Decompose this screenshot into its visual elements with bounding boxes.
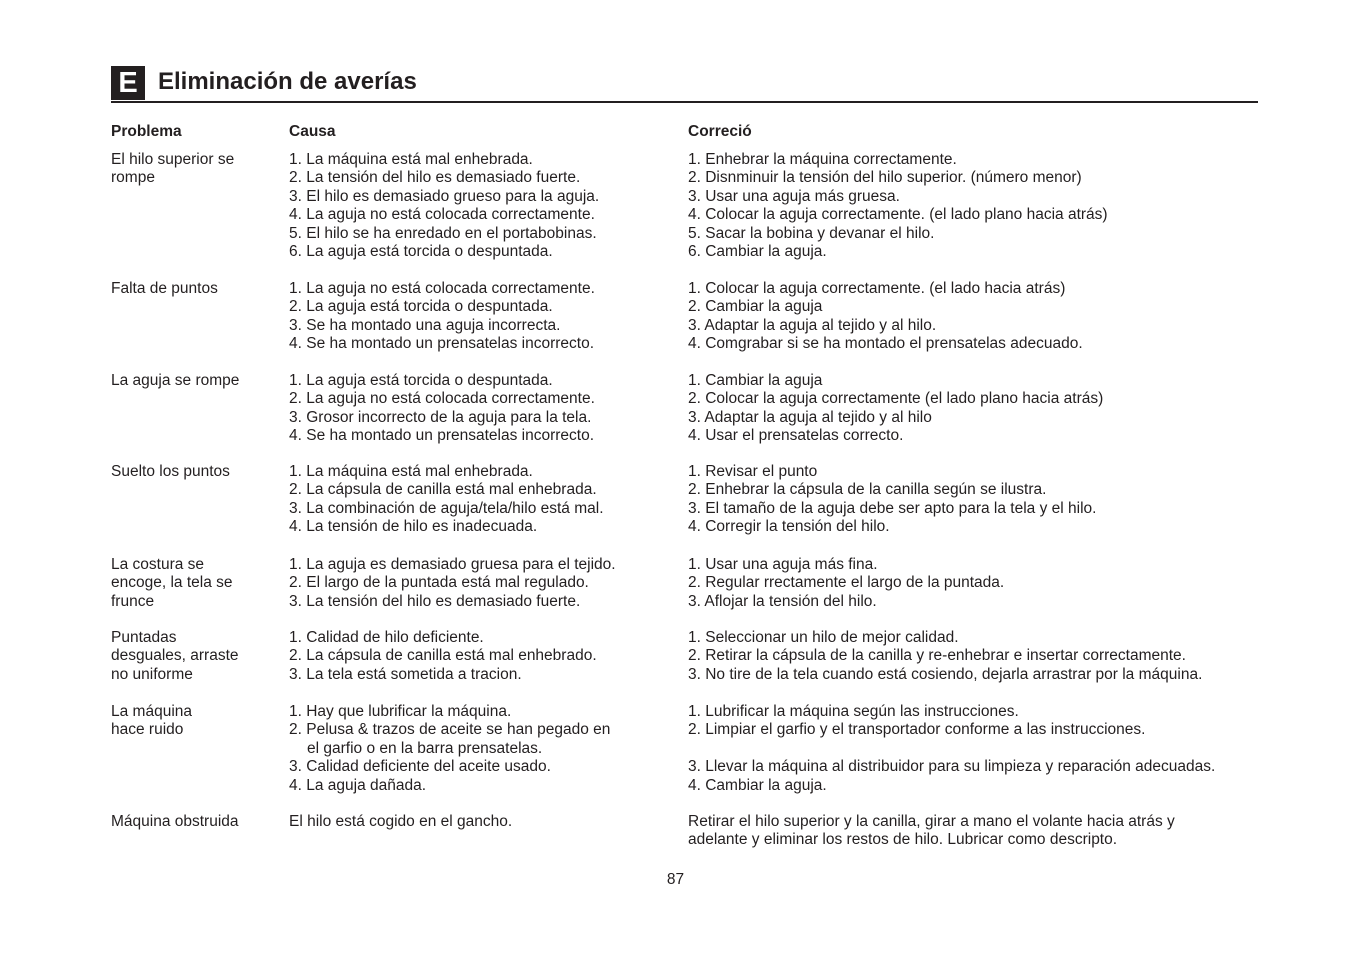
cause-line: 4. La aguja dañada. — [289, 776, 427, 794]
cause-line: 6. La aguja está torcida o despuntada. — [289, 242, 553, 260]
cause-line: 1. Hay que lubrificar la máquina. — [289, 703, 512, 720]
cause-line: 3. La tensión del hilo es demasiado fuerte. — [289, 592, 581, 610]
fix-line: 1. Usar una aguja más fina. — [688, 556, 878, 573]
cause-line: 2. La aguja no está colocada correctamente. — [289, 390, 595, 408]
fix-line: 3. Aflojar la tensión del hilo. — [688, 592, 877, 610]
cause-line: 4. Se ha montado un prensatelas incorrecto. — [289, 335, 595, 353]
cause-line: 3. Calidad deficiente del aceite usado. — [289, 758, 551, 776]
fix-line: 1. Enhebrar la máquina correctamente. — [688, 151, 957, 168]
cause-line: 1. La aguja está torcida o despuntada. — [289, 372, 553, 389]
fix-line: 3. Adaptar la aguja al tejido y al hilo — [688, 408, 932, 426]
fix-line: 3. No tire de la tela cuando está cosiendo, dejarla arrastrar por la máquina. — [688, 665, 1203, 683]
fix-line: 3. El tamaño de la aguja debe ser apto para la tela y el hilo. — [688, 499, 1097, 517]
cause-line: 2. La aguja está torcida o despuntada. — [289, 298, 553, 316]
cause-line: 1. Calidad de hilo deficiente. — [289, 629, 484, 646]
problem-cell — [111, 151, 281, 188]
problem-cell — [111, 703, 281, 740]
problem-cell — [111, 463, 281, 481]
problem-line: hace ruido — [111, 721, 184, 739]
cause-line: 3. La combinación de aguja/tela/hilo está mal. — [289, 499, 604, 517]
cause-cell — [289, 556, 669, 611]
problem-line: rompe — [111, 169, 155, 187]
problem-cell — [111, 556, 281, 611]
problem-line: Falta de puntos — [111, 280, 218, 297]
fix-line: 3. Usar una aguja más gruesa. — [688, 187, 900, 205]
fix-line: adelante y eliminar los restos de hilo. Lubricar como descripto. — [688, 831, 1118, 849]
fix-cell — [688, 151, 1308, 261]
fix-line — [688, 740, 1308, 758]
cause-cell — [289, 463, 669, 537]
cause-line: 3. Se ha montado una aguja incorrecta. — [289, 316, 561, 334]
fix-line: 4. Comgrabar si se ha montado el prensatelas adecuado. — [688, 335, 1083, 353]
problem-line: Puntadas — [111, 629, 177, 646]
problem-line: frunce — [111, 592, 155, 610]
fix-cell — [688, 280, 1308, 354]
cause-line: El hilo está cogido en el gancho. — [289, 813, 513, 830]
fix-line: 2. Retirar la cápsula de la canilla y re-enhebrar e insertar correctamente. — [688, 647, 1186, 665]
cause-line: 1. La aguja es demasiado gruesa para el tejido. — [289, 556, 616, 573]
problem-line: desguales, arraste — [111, 647, 239, 665]
column-header-fix: Correció — [688, 123, 752, 140]
problem-line: La aguja se rompe — [111, 372, 240, 389]
problem-cell — [111, 629, 281, 684]
cause-cell — [289, 813, 669, 831]
column-header-problem: Problema — [111, 123, 182, 140]
problem-cell — [111, 280, 281, 298]
cause-line: 2. La cápsula de canilla está mal enhebrado. — [289, 647, 597, 665]
fix-cell — [688, 629, 1308, 684]
cause-line: 1. La aguja no está colocada correctamente. — [289, 280, 595, 297]
cause-line: 2. El largo de la puntada está mal regulado. — [289, 574, 589, 592]
cause-line: 3. La tela está sometida a tracion. — [289, 665, 522, 683]
fix-line: 2. Cambiar la aguja — [688, 298, 823, 316]
fix-line: 2. Colocar la aguja correctamente (el lado plano hacia atrás) — [688, 390, 1104, 408]
cause-line: 3. El hilo es demasiado grueso para la aguja. — [289, 187, 600, 205]
cause-line: 2. La cápsula de canilla está mal enhebrada. — [289, 481, 597, 499]
problem-cell — [111, 813, 281, 831]
cause-line: 4. La tensión de hilo es inadecuada. — [289, 518, 538, 536]
cause-line: 1. La máquina está mal enhebrada. — [289, 463, 533, 480]
cause-line: 3. Grosor incorrecto de la aguja para la tela. — [289, 408, 592, 426]
fix-line: 1. Colocar la aguja correctamente. (el lado hacia atrás) — [688, 280, 1066, 297]
fix-cell — [688, 813, 1308, 850]
fix-line: 4. Usar el prensatelas correcto. — [688, 427, 904, 445]
column-header-cause: Causa — [289, 123, 336, 140]
fix-line: Retirar el hilo superior y la canilla, girar a mano el volante hacia atrás y — [688, 813, 1175, 830]
cause-line: el garfio o en la barra prensatelas. — [307, 739, 543, 757]
problem-line: Máquina obstruida — [111, 813, 239, 830]
fix-line: 4. Colocar la aguja correctamente. (el lado plano hacia atrás) — [688, 206, 1108, 224]
fix-line: 2. Enhebrar la cápsula de la canilla según se ilustra. — [688, 481, 1047, 499]
fix-line: 4. Corregir la tensión del hilo. — [688, 518, 890, 536]
cause-line: 4. Se ha montado un prensatelas incorrecto. — [289, 427, 595, 445]
fix-line: 2. Regular rrectamente el largo de la puntada. — [688, 574, 1005, 592]
section-header — [111, 66, 1258, 103]
page-number: 87 — [666, 871, 685, 888]
cause-cell — [289, 151, 669, 261]
cause-cell — [289, 280, 669, 354]
fix-line: 3. Adaptar la aguja al tejido y al hilo. — [688, 316, 937, 334]
fix-line: 1. Lubrificar la máquina según las instrucciones. — [688, 703, 1019, 720]
problem-line: El hilo superior se — [111, 151, 235, 168]
fix-line: 6. Cambiar la aguja. — [688, 242, 827, 260]
fix-line: 4. Cambiar la aguja. — [688, 776, 827, 794]
problem-line: no uniforme — [111, 665, 193, 683]
cause-cell — [289, 629, 669, 684]
problem-line: La máquina — [111, 703, 193, 720]
fix-line: 3. Llevar la máquina al distribuidor para su limpieza y reparación adecuadas. — [688, 758, 1216, 776]
fix-cell — [688, 703, 1308, 795]
fix-line: 2. Limpiar el garfio y el transportador conforme a las instrucciones. — [688, 721, 1146, 739]
cause-cell — [289, 703, 669, 795]
fix-cell — [688, 463, 1308, 537]
cause-line: 4. La aguja no está colocada correctamente. — [289, 206, 595, 224]
cause-line: 2. La tensión del hilo es demasiado fuerte. — [289, 169, 581, 187]
fix-cell — [688, 556, 1308, 611]
cause-line: 2. Pelusa & trazos de aceite se han pegado en — [289, 721, 611, 739]
fix-cell — [688, 372, 1308, 446]
fix-line: 1. Cambiar la aguja — [688, 372, 823, 389]
fix-line: 2. Disnminuir la tensión del hilo superior. (número menor) — [688, 169, 1082, 187]
cause-line: 1. La máquina está mal enhebrada. — [289, 151, 533, 168]
problem-line: La costura se — [111, 556, 205, 573]
problem-line: Suelto los puntos — [111, 463, 230, 480]
cause-cell — [289, 372, 669, 446]
problem-line: encoge, la tela se — [111, 574, 233, 592]
problem-cell — [111, 372, 281, 390]
cause-line: 5. El hilo se ha enredado en el portabobinas. — [289, 224, 597, 242]
fix-line: 5. Sacar la bobina y devanar el hilo. — [688, 224, 935, 242]
page-title: Eliminación de averías — [158, 68, 417, 95]
fix-line: 1. Seleccionar un hilo de mejor calidad. — [688, 629, 959, 646]
section-badge: E — [111, 66, 145, 100]
fix-line: 1. Revisar el punto — [688, 463, 818, 480]
